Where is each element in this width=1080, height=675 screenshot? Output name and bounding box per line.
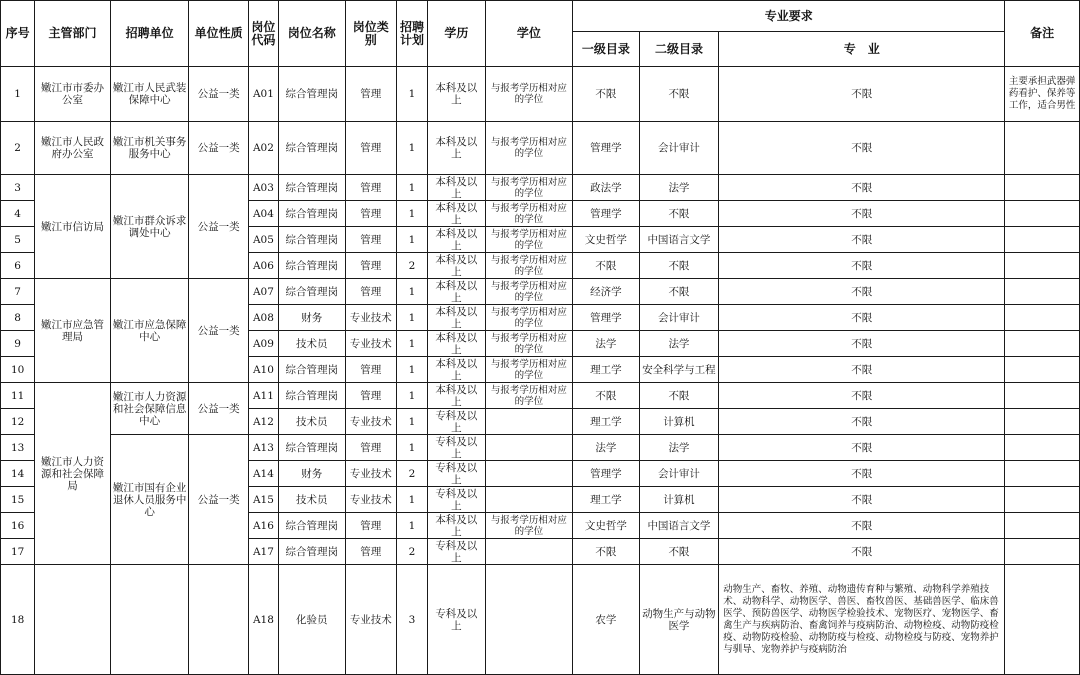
cell-level2: 不限 (639, 279, 719, 305)
cell-education: 专科及以上 (428, 487, 485, 513)
cell-unit: 嫩江市应急保障中心 (110, 279, 189, 383)
cell-degree: 与报考学历相对应的学位 (485, 331, 573, 357)
cell-major: 不限 (719, 227, 1005, 253)
cell-education: 本科及以上 (428, 201, 485, 227)
cell-level2: 计算机 (639, 409, 719, 435)
cell-seq: 5 (1, 227, 35, 253)
cell-remark (1005, 253, 1080, 279)
cell-dept: 嫩江市应急管理局 (35, 279, 111, 383)
cell-post: 财务 (279, 461, 345, 487)
cell-education: 本科及以上 (428, 357, 485, 383)
header-education: 学历 (428, 1, 485, 67)
cell-remark (1005, 565, 1080, 675)
cell-level2: 法学 (639, 175, 719, 201)
cell-post: 综合管理岗 (279, 513, 345, 539)
cell-level2: 安全科学与工程 (639, 357, 719, 383)
header-major: 专 业 (719, 32, 1005, 67)
cell-category: 专业技术 (345, 409, 396, 435)
cell-plan: 1 (396, 67, 427, 122)
cell-code: A04 (248, 201, 278, 227)
cell-category: 专业技术 (345, 331, 396, 357)
cell-dept: 嫩江市人力资源和社会保障局 (35, 383, 111, 565)
cell-code: A15 (248, 487, 278, 513)
table-row (1, 383, 1080, 409)
cell-post: 综合管理岗 (279, 357, 345, 383)
cell-plan: 2 (396, 253, 427, 279)
cell-level2: 计算机 (639, 487, 719, 513)
cell-post: 综合管理岗 (279, 279, 345, 305)
cell-remark (1005, 175, 1080, 201)
cell-seq: 1 (1, 67, 35, 122)
header-post: 岗位名称 (279, 1, 345, 67)
cell-category: 管理 (345, 201, 396, 227)
cell-level2: 动物生产与动物医学 (639, 565, 719, 675)
cell-level1: 法学 (573, 331, 639, 357)
cell-level1: 政法学 (573, 175, 639, 201)
header-level1: 一级目录 (573, 32, 639, 67)
cell-post: 综合管理岗 (279, 201, 345, 227)
cell-degree (485, 539, 573, 565)
cell-remark (1005, 122, 1080, 175)
cell-post: 综合管理岗 (279, 67, 345, 122)
cell-seq: 18 (1, 565, 35, 675)
cell-seq: 11 (1, 383, 35, 409)
cell-education: 专科及以上 (428, 461, 485, 487)
header-nature: 单位性质 (189, 1, 248, 67)
cell-education: 本科及以上 (428, 253, 485, 279)
cell-post: 综合管理岗 (279, 122, 345, 175)
cell-major: 不限 (719, 305, 1005, 331)
cell-unit: 嫩江市国有企业退休人员服务中心 (110, 435, 189, 565)
cell-unit: 嫩江市人民武装保障中心 (110, 67, 189, 122)
cell-degree: 与报考学历相对应的学位 (485, 279, 573, 305)
cell-major: 不限 (719, 357, 1005, 383)
cell-major: 不限 (719, 539, 1005, 565)
cell-major: 不限 (719, 435, 1005, 461)
cell-remark (1005, 305, 1080, 331)
cell-seq: 2 (1, 122, 35, 175)
cell-plan: 1 (396, 487, 427, 513)
cell-code: A18 (248, 565, 278, 675)
cell-category: 专业技术 (345, 487, 396, 513)
cell-education: 本科及以上 (428, 383, 485, 409)
cell-remark (1005, 435, 1080, 461)
cell-post: 技术员 (279, 331, 345, 357)
cell-major: 不限 (719, 383, 1005, 409)
cell-plan: 1 (396, 279, 427, 305)
table-row (1, 279, 1080, 305)
cell-level1: 不限 (573, 539, 639, 565)
header-major-requirements: 专业要求 (573, 1, 1005, 32)
cell-education: 专科及以上 (428, 409, 485, 435)
cell-remark (1005, 227, 1080, 253)
header-category: 岗位类别 (345, 1, 396, 67)
cell-degree: 与报考学历相对应的学位 (485, 305, 573, 331)
cell-plan: 1 (396, 435, 427, 461)
header-plan: 招聘计划 (396, 1, 427, 67)
cell-remark (1005, 279, 1080, 305)
cell-education: 本科及以上 (428, 227, 485, 253)
cell-post: 综合管理岗 (279, 227, 345, 253)
cell-level1: 理工学 (573, 409, 639, 435)
cell-degree: 与报考学历相对应的学位 (485, 227, 573, 253)
cell-category: 管理 (345, 67, 396, 122)
cell-plan: 3 (396, 565, 427, 675)
cell-code: A03 (248, 175, 278, 201)
cell-degree: 与报考学历相对应的学位 (485, 175, 573, 201)
cell-level1: 不限 (573, 383, 639, 409)
cell-level2: 不限 (639, 383, 719, 409)
cell-category: 专业技术 (345, 461, 396, 487)
cell-education: 专科及以上 (428, 565, 485, 675)
cell-level2: 不限 (639, 201, 719, 227)
cell-nature: 公益一类 (189, 67, 248, 122)
cell-major: 动物生产、畜牧、养殖、动物遗传育种与繁殖、动物科学养殖技术、动物科学、动物医学、兽医、畜牧兽医、基础兽医学、临床兽医学、预防兽医学、动物医学检验技术、宠物医疗、宠物医学、畜禽生产与疾病防治、畜禽饲养与疫病防治、动物检疫、动物防疫检疫、动物防疫检验、动物防疫与检疫、动物检疫与防疫、宠物养护与驯导、宠物养护与疫病防治 (719, 565, 1005, 675)
header-unit: 招聘单位 (110, 1, 189, 67)
cell-nature: 公益一类 (189, 279, 248, 383)
cell-education: 本科及以上 (428, 305, 485, 331)
cell-education: 本科及以上 (428, 175, 485, 201)
cell-code: A10 (248, 357, 278, 383)
cell-remark (1005, 357, 1080, 383)
header-remark: 备注 (1005, 1, 1080, 67)
cell-post: 财务 (279, 305, 345, 331)
cell-code: A08 (248, 305, 278, 331)
cell-major: 不限 (719, 279, 1005, 305)
cell-seq: 17 (1, 539, 35, 565)
cell-plan: 1 (396, 122, 427, 175)
cell-degree: 与报考学历相对应的学位 (485, 357, 573, 383)
cell-education: 本科及以上 (428, 67, 485, 122)
cell-code: A14 (248, 461, 278, 487)
cell-category: 管理 (345, 175, 396, 201)
cell-level1: 农学 (573, 565, 639, 675)
cell-post: 化验员 (279, 565, 345, 675)
cell-seq: 10 (1, 357, 35, 383)
table-row (1, 122, 1080, 175)
cell-remark (1005, 383, 1080, 409)
cell-plan: 1 (396, 201, 427, 227)
header-dept: 主管部门 (35, 1, 111, 67)
cell-plan: 1 (396, 227, 427, 253)
cell-plan: 1 (396, 409, 427, 435)
table-row (1, 565, 1080, 675)
cell-seq: 7 (1, 279, 35, 305)
cell-major: 不限 (719, 461, 1005, 487)
cell-remark (1005, 201, 1080, 227)
cell-category: 专业技术 (345, 305, 396, 331)
cell-plan: 1 (396, 513, 427, 539)
cell-degree: 与报考学历相对应的学位 (485, 201, 573, 227)
cell-level1: 文史哲学 (573, 227, 639, 253)
cell-level1: 不限 (573, 67, 639, 122)
cell-degree (485, 565, 573, 675)
cell-plan: 1 (396, 305, 427, 331)
cell-unit (110, 565, 189, 675)
cell-remark (1005, 513, 1080, 539)
cell-nature: 公益一类 (189, 383, 248, 435)
cell-level1: 管理学 (573, 201, 639, 227)
cell-seq: 14 (1, 461, 35, 487)
cell-level1: 文史哲学 (573, 513, 639, 539)
cell-level2: 中国语言文学 (639, 513, 719, 539)
cell-code: A17 (248, 539, 278, 565)
table-row (1, 67, 1080, 122)
cell-plan: 1 (396, 357, 427, 383)
cell-code: A12 (248, 409, 278, 435)
cell-degree: 与报考学历相对应的学位 (485, 513, 573, 539)
cell-level2: 不限 (639, 67, 719, 122)
cell-category: 管理 (345, 253, 396, 279)
cell-education: 本科及以上 (428, 331, 485, 357)
cell-code: A05 (248, 227, 278, 253)
header-degree: 学位 (485, 1, 573, 67)
cell-code: A13 (248, 435, 278, 461)
cell-plan: 2 (396, 539, 427, 565)
cell-code: A11 (248, 383, 278, 409)
cell-nature (189, 565, 248, 675)
cell-degree (485, 409, 573, 435)
cell-level1: 管理学 (573, 461, 639, 487)
cell-degree: 与报考学历相对应的学位 (485, 253, 573, 279)
cell-major: 不限 (719, 331, 1005, 357)
header-code: 岗位代码 (248, 1, 278, 67)
cell-education: 本科及以上 (428, 279, 485, 305)
cell-post: 综合管理岗 (279, 539, 345, 565)
cell-remark (1005, 409, 1080, 435)
cell-major: 不限 (719, 67, 1005, 122)
cell-plan: 1 (396, 331, 427, 357)
cell-unit: 嫩江市机关事务服务中心 (110, 122, 189, 175)
cell-level1: 理工学 (573, 487, 639, 513)
cell-post: 综合管理岗 (279, 253, 345, 279)
cell-remark (1005, 539, 1080, 565)
cell-remark: 主要承担武器弹药看护、保养等工作，适合男性 (1005, 67, 1080, 122)
cell-post: 技术员 (279, 409, 345, 435)
cell-level2: 法学 (639, 435, 719, 461)
cell-seq: 15 (1, 487, 35, 513)
cell-post: 综合管理岗 (279, 175, 345, 201)
cell-dept: 嫩江市人民政府办公室 (35, 122, 111, 175)
cell-level1: 法学 (573, 435, 639, 461)
cell-seq: 9 (1, 331, 35, 357)
cell-education: 专科及以上 (428, 435, 485, 461)
cell-nature: 公益一类 (189, 175, 248, 279)
cell-degree (485, 461, 573, 487)
cell-post: 综合管理岗 (279, 383, 345, 409)
cell-education: 专科及以上 (428, 539, 485, 565)
cell-code: A01 (248, 67, 278, 122)
cell-remark (1005, 487, 1080, 513)
cell-category: 管理 (345, 357, 396, 383)
cell-seq: 8 (1, 305, 35, 331)
cell-major: 不限 (719, 122, 1005, 175)
cell-seq: 12 (1, 409, 35, 435)
cell-remark (1005, 461, 1080, 487)
cell-major: 不限 (719, 175, 1005, 201)
cell-seq: 13 (1, 435, 35, 461)
table-row (1, 175, 1080, 201)
cell-remark (1005, 331, 1080, 357)
cell-plan: 1 (396, 175, 427, 201)
cell-level2: 中国语言文学 (639, 227, 719, 253)
cell-nature: 公益一类 (189, 435, 248, 565)
cell-seq: 3 (1, 175, 35, 201)
cell-code: A16 (248, 513, 278, 539)
cell-unit: 嫩江市人力资源和社会保障信息中心 (110, 383, 189, 435)
cell-category: 管理 (345, 435, 396, 461)
cell-level1: 经济学 (573, 279, 639, 305)
cell-level1: 管理学 (573, 122, 639, 175)
cell-category: 专业技术 (345, 565, 396, 675)
cell-seq: 6 (1, 253, 35, 279)
cell-dept (35, 565, 111, 675)
cell-degree (485, 435, 573, 461)
cell-major: 不限 (719, 201, 1005, 227)
cell-category: 管理 (345, 539, 396, 565)
cell-code: A06 (248, 253, 278, 279)
cell-plan: 2 (396, 461, 427, 487)
cell-level1: 不限 (573, 253, 639, 279)
cell-level1: 理工学 (573, 357, 639, 383)
cell-major: 不限 (719, 513, 1005, 539)
cell-dept: 嫩江市市委办公室 (35, 67, 111, 122)
cell-dept: 嫩江市信访局 (35, 175, 111, 279)
cell-post: 综合管理岗 (279, 435, 345, 461)
cell-unit: 嫩江市群众诉求调处中心 (110, 175, 189, 279)
cell-code: A02 (248, 122, 278, 175)
cell-level2: 不限 (639, 253, 719, 279)
cell-code: A07 (248, 279, 278, 305)
cell-plan: 1 (396, 383, 427, 409)
cell-education: 本科及以上 (428, 122, 485, 175)
cell-post: 技术员 (279, 487, 345, 513)
cell-level2: 会计审计 (639, 305, 719, 331)
cell-level2: 会计审计 (639, 122, 719, 175)
cell-degree: 与报考学历相对应的学位 (485, 67, 573, 122)
cell-level2: 不限 (639, 539, 719, 565)
cell-level2: 会计审计 (639, 461, 719, 487)
header-level2: 二级目录 (639, 32, 719, 67)
cell-degree (485, 487, 573, 513)
cell-education: 本科及以上 (428, 513, 485, 539)
cell-category: 管理 (345, 279, 396, 305)
cell-category: 管理 (345, 383, 396, 409)
table-row (1, 435, 1080, 461)
cell-degree: 与报考学历相对应的学位 (485, 383, 573, 409)
header-seq: 序号 (1, 1, 35, 67)
cell-major: 不限 (719, 253, 1005, 279)
cell-degree: 与报考学历相对应的学位 (485, 122, 573, 175)
cell-category: 管理 (345, 513, 396, 539)
cell-level2: 法学 (639, 331, 719, 357)
cell-category: 管理 (345, 227, 396, 253)
cell-nature: 公益一类 (189, 122, 248, 175)
cell-code: A09 (248, 331, 278, 357)
cell-category: 管理 (345, 122, 396, 175)
cell-seq: 16 (1, 513, 35, 539)
cell-major: 不限 (719, 487, 1005, 513)
cell-level1: 管理学 (573, 305, 639, 331)
cell-seq: 4 (1, 201, 35, 227)
cell-major: 不限 (719, 409, 1005, 435)
